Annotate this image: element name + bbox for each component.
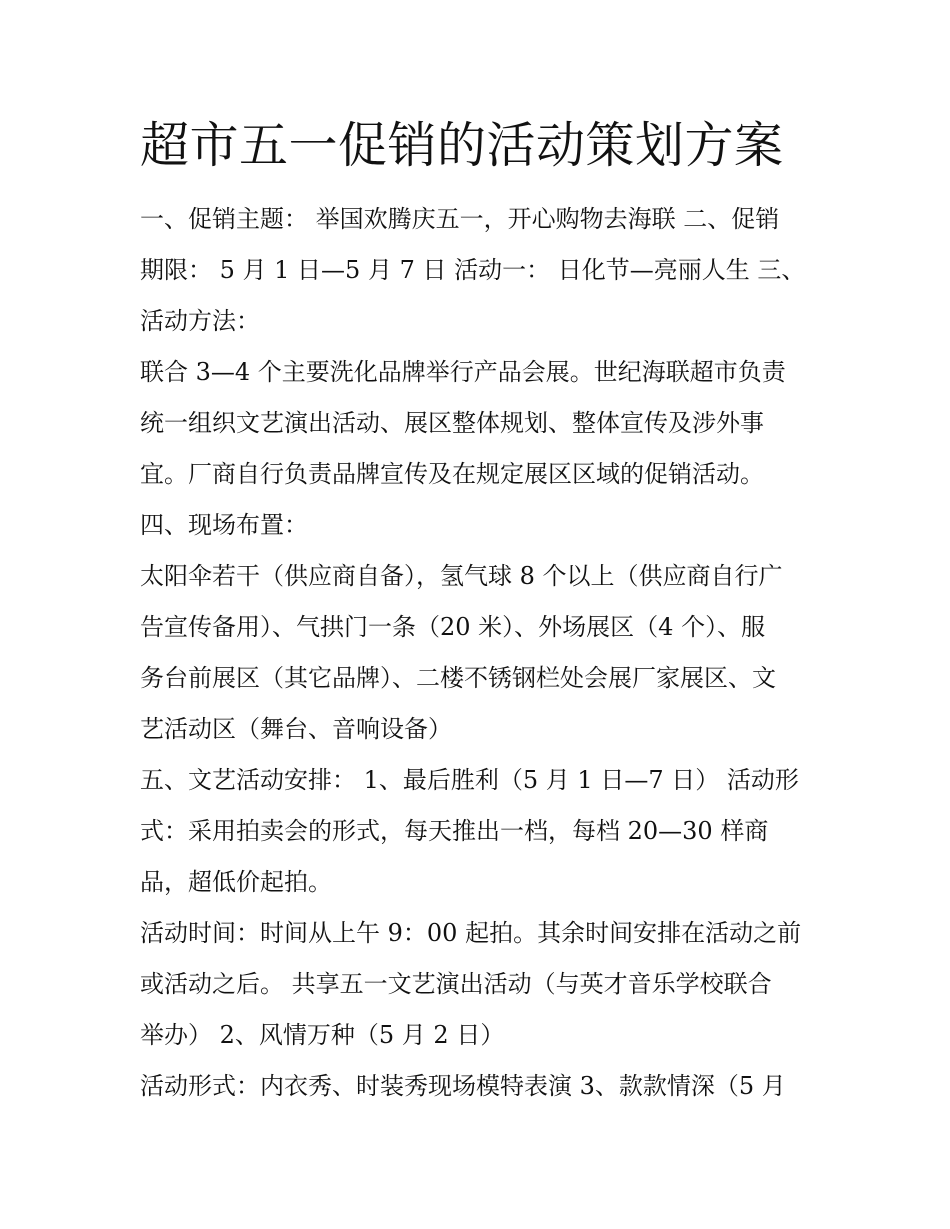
text-line: 活动形式：内衣秀、时装秀现场模特表演 3、款款情深（5 月 bbox=[140, 1072, 786, 1100]
text-line: 活动方法： bbox=[140, 307, 260, 335]
text-line: 四、现场布置： bbox=[140, 511, 308, 539]
text-line: 一、促销主题： 举国欢腾庆五一，开心购物去海联 二、促销 bbox=[140, 205, 780, 233]
text-line: 统一组织文艺演出活动、展区整体规划、整体宣传及涉外事 bbox=[140, 409, 764, 437]
text-line: 或活动之后。 共享五一文艺演出活动（与英才音乐学校联合 bbox=[140, 970, 772, 998]
text-line: 活动时间：时间从上午 9：00 起拍。其余时间安排在活动之前 bbox=[140, 919, 802, 947]
document-page bbox=[140, 112, 820, 1112]
text-line: 宜。厂商自行负责品牌宣传及在规定展区区域的促销活动。 bbox=[140, 460, 764, 488]
text-line: 举办） 2、风情万种（5 月 2 日） bbox=[140, 1021, 505, 1049]
text-line: 太阳伞若干（供应商自备），氢气球 8 个以上（供应商自行广 bbox=[140, 562, 783, 590]
text-line: 期限： 5 月 1 日—5 月 7 日 活动一： 日化节—亮丽人生 三、 bbox=[140, 256, 806, 284]
document-title: 超市五一促销的活动策划方案 bbox=[140, 117, 784, 174]
text-line: 式：采用拍卖会的形式，每天推出一档，每档 20—30 样商 bbox=[140, 817, 769, 845]
text-line: 告宣传备用）、气拱门一条（20 米）、外场展区（4 个）、服 bbox=[140, 613, 766, 641]
text-line: 品，超低价起拍。 bbox=[140, 868, 332, 896]
text-line: 联合 3—4 个主要洗化品牌举行产品会展。世纪海联超市负责 bbox=[140, 358, 786, 386]
document-body bbox=[140, 194, 820, 1112]
text-line: 务台前展区（其它品牌）、二楼不锈钢栏处会展厂家展区、文 bbox=[140, 664, 776, 692]
text-line: 艺活动区（舞台、音响设备） bbox=[140, 715, 452, 743]
text-line: 五、文艺活动安排： 1、最后胜利（5 月 1 日—7 日） 活动形 bbox=[140, 766, 799, 794]
